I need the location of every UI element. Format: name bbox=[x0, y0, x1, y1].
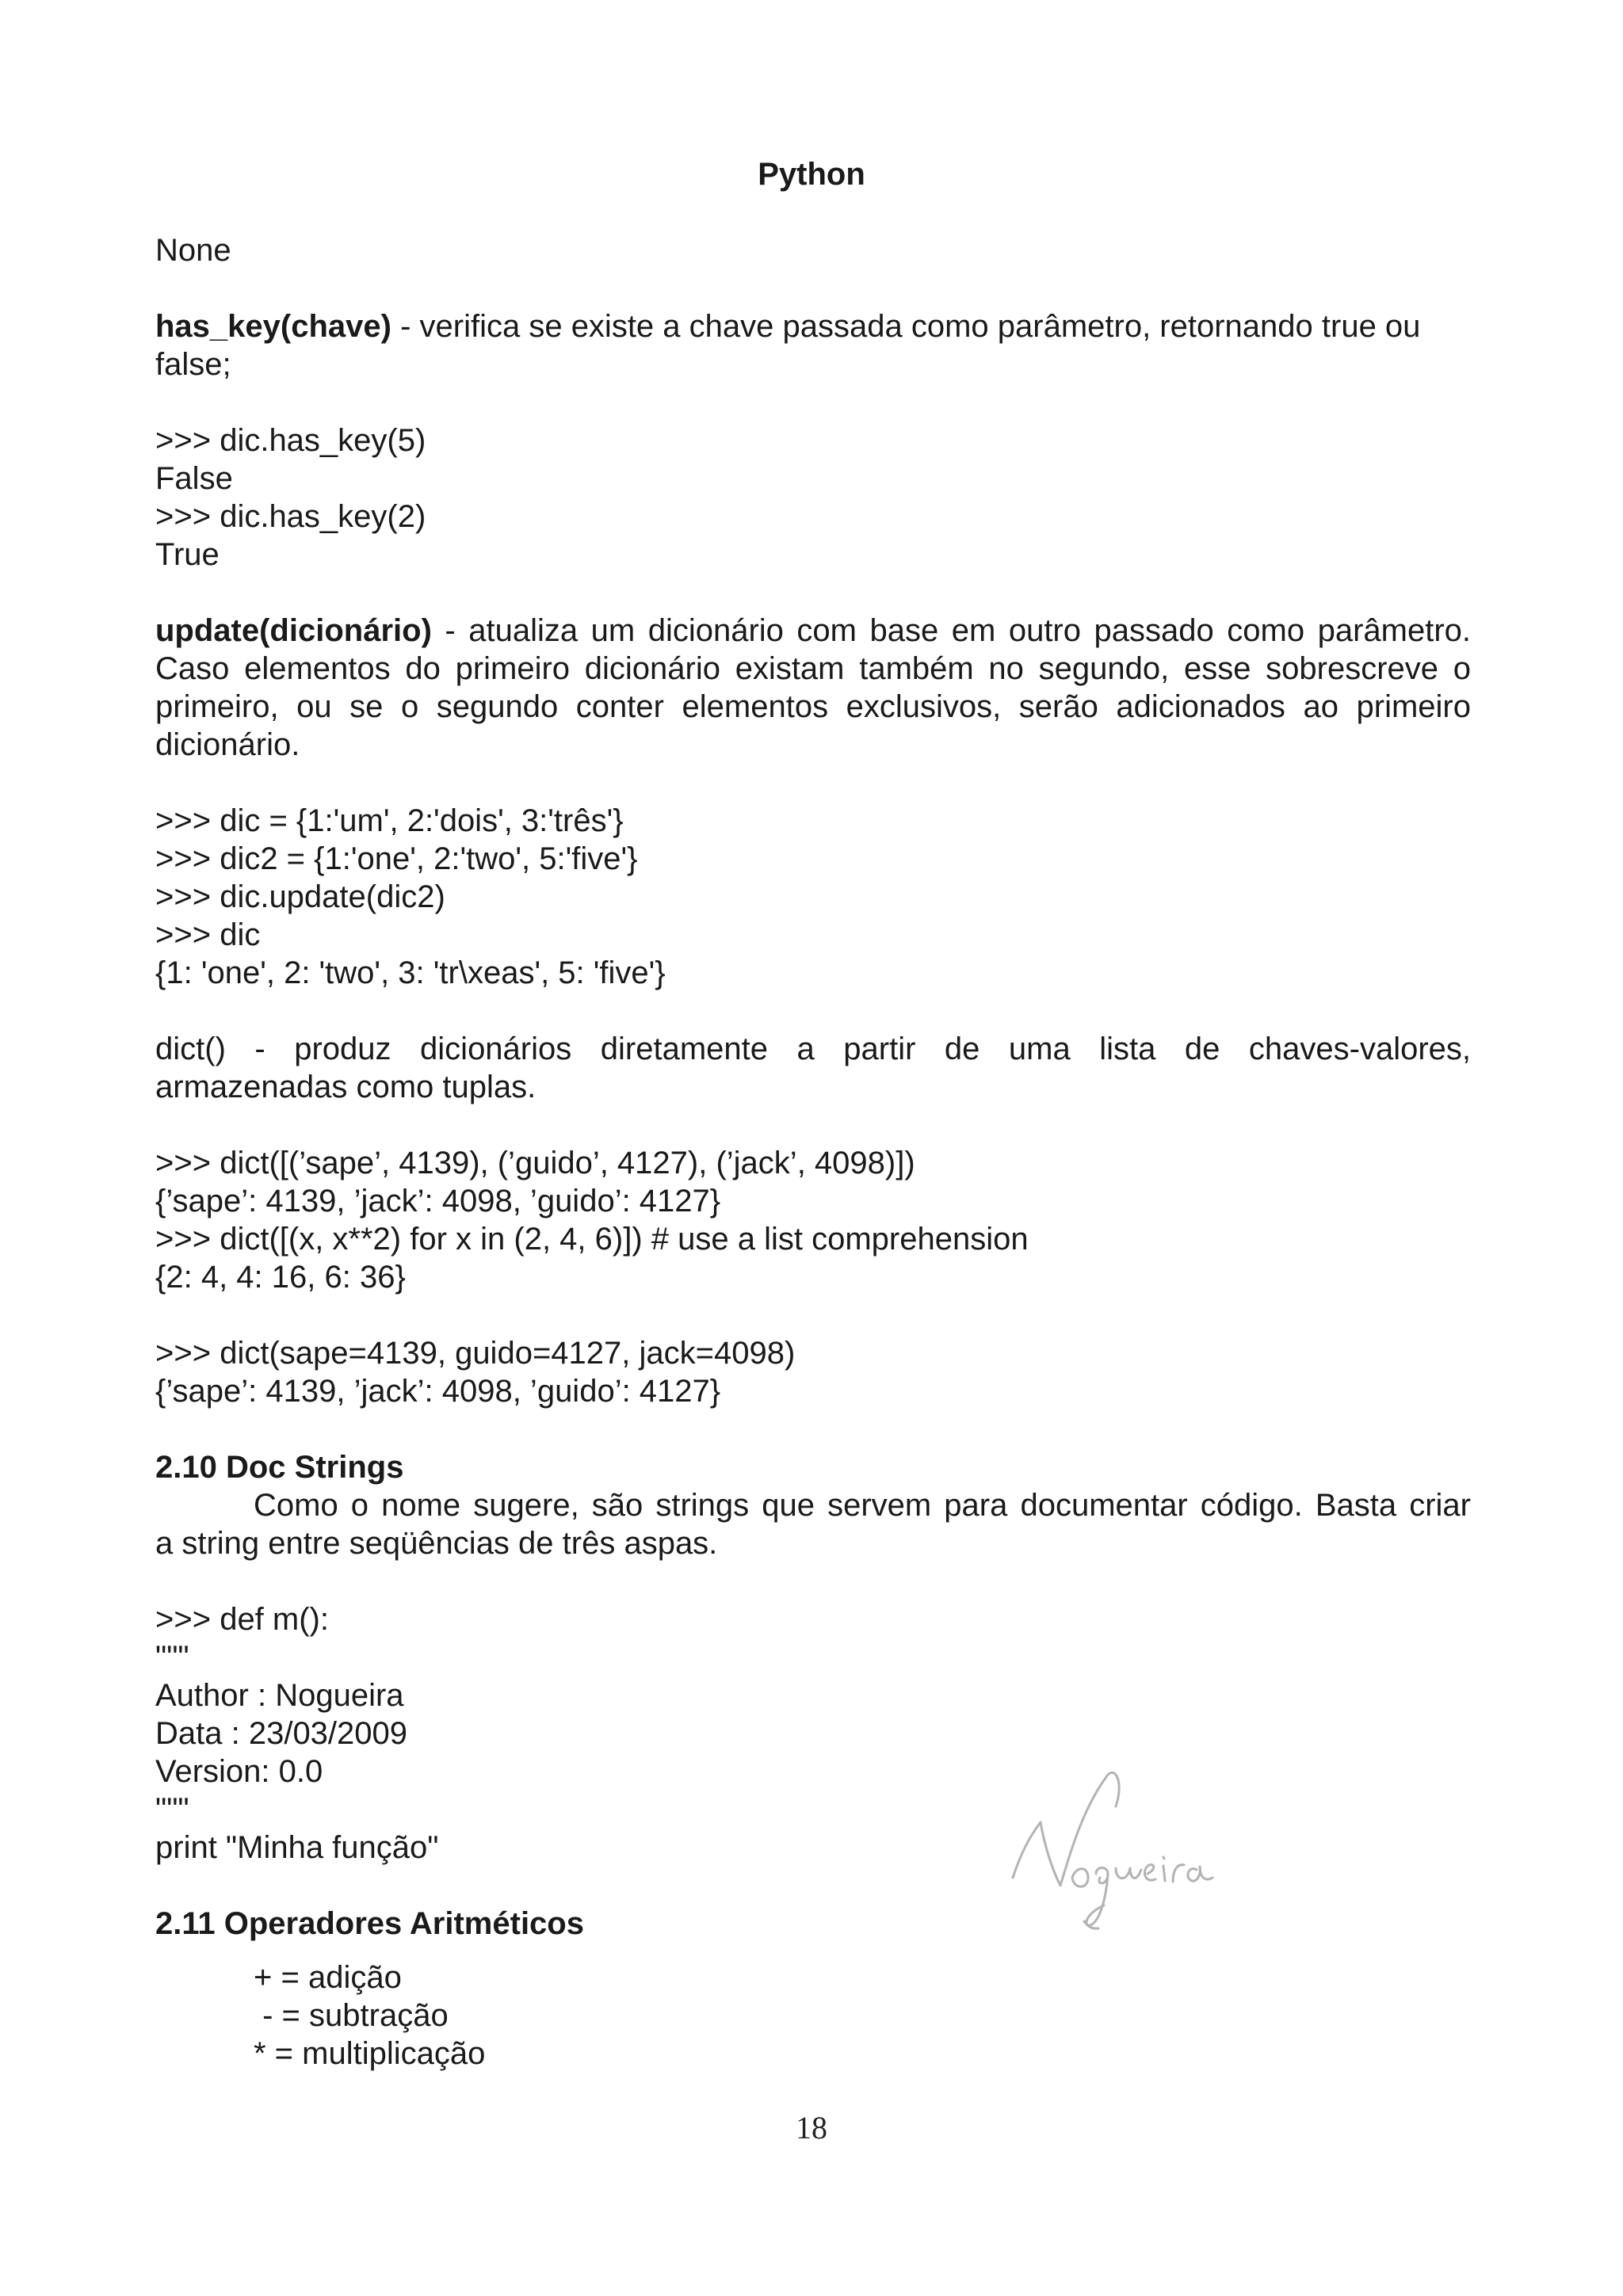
dict-desc-line: dict() - produz dicionários diretamente a partir de uma lista de chaves-valores, bbox=[155, 1032, 1471, 1066]
code-line: {2: 4, 4: 16, 6: 36} bbox=[155, 1260, 406, 1295]
code-line: False bbox=[155, 461, 233, 496]
code-line: True bbox=[155, 537, 220, 572]
update-desc-line: dicionário. bbox=[155, 727, 300, 762]
code-line: >>> dict([(’sape’, 4139), (’guido’, 4127), (’jack’, 4098)]) bbox=[155, 1146, 915, 1180]
paragraph-line: Como o nome sugere, são strings que servem para documentar código. Basta criar bbox=[254, 1488, 1471, 1523]
page-number: 18 bbox=[796, 2110, 827, 2145]
list-item: - = subtração bbox=[254, 1998, 449, 2033]
has-key-desc-cont: false; bbox=[155, 347, 231, 382]
list-item: + = adição bbox=[254, 1960, 402, 1995]
code-line: >>> dic = {1:'um', 2:'dois', 3:'três'} bbox=[155, 803, 624, 838]
dict-desc-line: armazenadas como tuplas. bbox=[155, 1070, 537, 1104]
code-line: """ bbox=[155, 1792, 189, 1827]
code-line: {1: 'one', 2: 'two', 3: 'tr\xeas', 5: 'five'} bbox=[155, 955, 666, 990]
update-desc-line: primeiro, ou se o segundo conter elementos exclusivos, serão adicionados ao primeiro bbox=[155, 689, 1471, 724]
update-paragraph-line bbox=[155, 612, 1471, 650]
code-line: >>> dict(sape=4139, guido=4127, jack=4098) bbox=[155, 1336, 796, 1371]
update-desc-line: Caso elementos do primeiro dicionário existam também no segundo, esse sobrescreve o bbox=[155, 651, 1471, 686]
code-line: print "Minha função" bbox=[155, 1830, 439, 1865]
text-line: None bbox=[155, 233, 231, 268]
code-line: >>> dic.update(dic2) bbox=[155, 879, 445, 914]
update-desc: - atualiza um dicionário com base em outro passado como parâmetro. bbox=[431, 613, 1471, 648]
code-line: >>> def m(): bbox=[155, 1602, 329, 1637]
code-line: Version: 0.0 bbox=[155, 1754, 323, 1789]
page-header: Python bbox=[758, 157, 865, 192]
code-line: >>> dic bbox=[155, 917, 261, 952]
has-key-term: has_key(chave) bbox=[155, 309, 391, 344]
code-line: >>> dict([(x, x**2) for x in (2, 4, 6)]) # use a list comprehension bbox=[155, 1222, 1029, 1257]
code-line: >>> dic.has_key(5) bbox=[155, 423, 426, 458]
paragraph-line: a string entre seqüências de três aspas. bbox=[155, 1526, 718, 1561]
code-line: Author : Nogueira bbox=[155, 1678, 404, 1713]
has-key-paragraph-line bbox=[155, 307, 1471, 345]
code-line: >>> dic2 = {1:'one', 2:'two', 5:'five'} bbox=[155, 841, 638, 876]
code-line: {’sape’: 4139, ’jack’: 4098, ’guido’: 4127} bbox=[155, 1374, 721, 1409]
page-content bbox=[155, 231, 1471, 2073]
code-line: Data : 23/03/2009 bbox=[155, 1716, 408, 1751]
section-heading: 2.11 Operadores Aritméticos bbox=[155, 1906, 584, 1941]
section-heading: 2.10 Doc Strings bbox=[155, 1450, 404, 1485]
code-line: """ bbox=[155, 1640, 189, 1675]
update-term: update(dicionário) bbox=[155, 613, 432, 648]
code-line: {’sape’: 4139, ’jack’: 4098, ’guido’: 4127} bbox=[155, 1184, 721, 1219]
signature-icon bbox=[997, 1759, 1235, 1933]
code-line: >>> dic.has_key(2) bbox=[155, 499, 426, 534]
has-key-desc: - verifica se existe a chave passada como parâmetro, retornando true ou bbox=[391, 309, 1421, 344]
signature-image bbox=[997, 1759, 1235, 1933]
list-item: * = multiplicação bbox=[254, 2036, 486, 2071]
